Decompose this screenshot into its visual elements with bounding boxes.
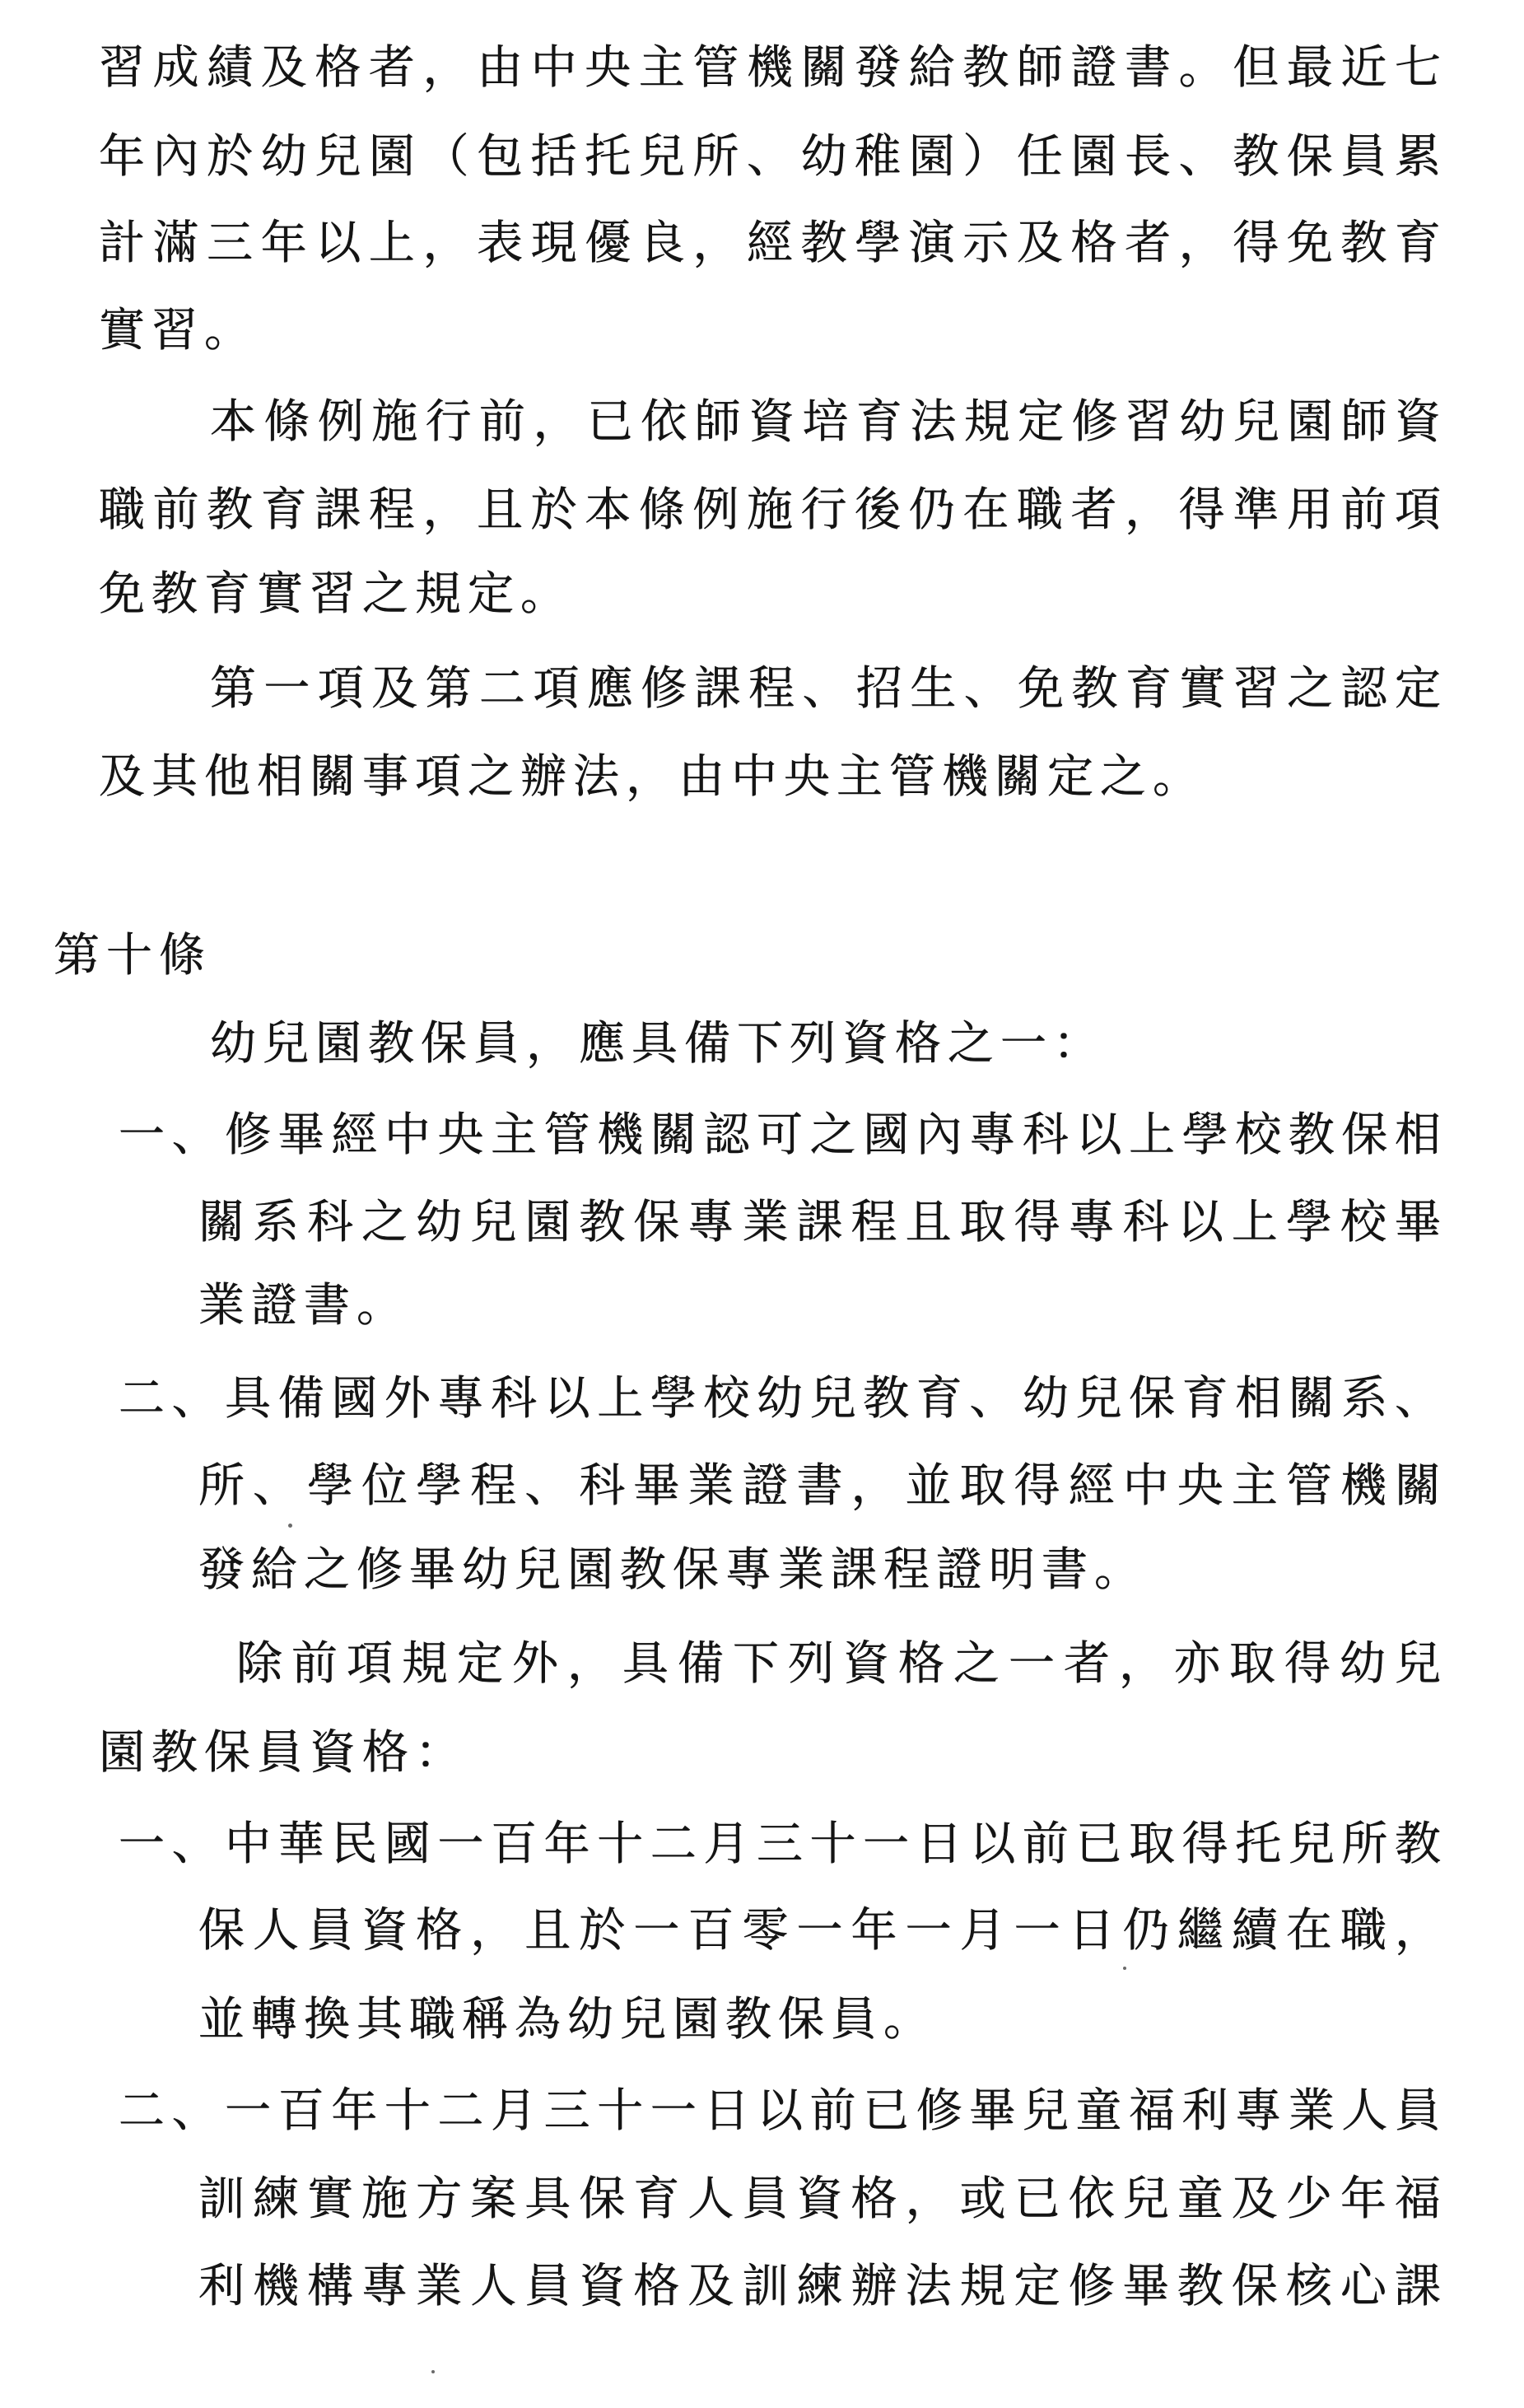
text-line: 本條例施行前，已依師資培育法規定修習幼兒園師資: [210, 395, 1447, 449]
text-line: 訓練實施方案具保育人員資格，或已依兒童及少年福: [198, 2172, 1447, 2226]
text-line: 計滿三年以上，表現優良，經教學演示及格者，得免教育: [99, 217, 1447, 270]
text-line: 免教育實習之規定。: [99, 567, 573, 621]
text-line: 實習。: [99, 304, 257, 357]
text-line: 二、具備國外專科以上學校幼兒教育、幼兒保育相關系、: [119, 1372, 1447, 1426]
text-line: 第一項及第二項應修課程、招生、免教育實習之認定: [210, 662, 1447, 716]
text-line: 及其他相關事項之辦法，由中央主管機關定之。: [99, 750, 1205, 804]
text-line: 發給之修畢幼兒園教保專業課程證明書。: [198, 1543, 1147, 1597]
text-line: 一、中華民國一百年十二月三十一日以前已取得托兒所教: [119, 1818, 1447, 1871]
scan-speck: [1123, 1967, 1126, 1970]
article-heading: 第十條: [54, 929, 212, 982]
text-line: 利機構專業人員資格及訓練辦法規定修畢教保核心課: [198, 2260, 1447, 2313]
paragraph-intro: 幼兒園教保員，應具備下列資格之一：: [210, 1017, 1106, 1071]
scan-speck: [431, 2370, 435, 2373]
scan-speck: [288, 1524, 292, 1528]
text-line: 年內於幼兒園（包括托兒所、幼稚園）任園長、教保員累: [99, 130, 1447, 184]
text-line: 職前教育課程，且於本條例施行後仍在職者，得準用前項: [99, 483, 1447, 537]
text-line: 習成績及格者，由中央主管機關發給教師證書。但最近七: [99, 41, 1447, 95]
text-line: 二、一百年十二月三十一日以前已修畢兒童福利專業人員: [119, 2084, 1447, 2138]
text-line: 保人員資格，且於一百零一年一月一日仍繼續在職，: [198, 1904, 1447, 1958]
text-line: 業證書。: [198, 1279, 409, 1332]
text-line: 並轉換其職稱為幼兒園教保員。: [198, 1993, 936, 2046]
text-line: 園教保員資格：: [99, 1726, 468, 1780]
text-line: 一、修畢經中央主管機關認可之國內專科以上學校教保相: [119, 1108, 1447, 1162]
text-line: 所、學位學程、科畢業證書，並取得經中央主管機關: [198, 1459, 1447, 1513]
text-line: 關系科之幼兒園教保專業課程且取得專科以上學校畢: [198, 1196, 1447, 1249]
text-line: 除前項規定外，具備下列資格之一者，亦取得幼兒: [236, 1637, 1447, 1691]
